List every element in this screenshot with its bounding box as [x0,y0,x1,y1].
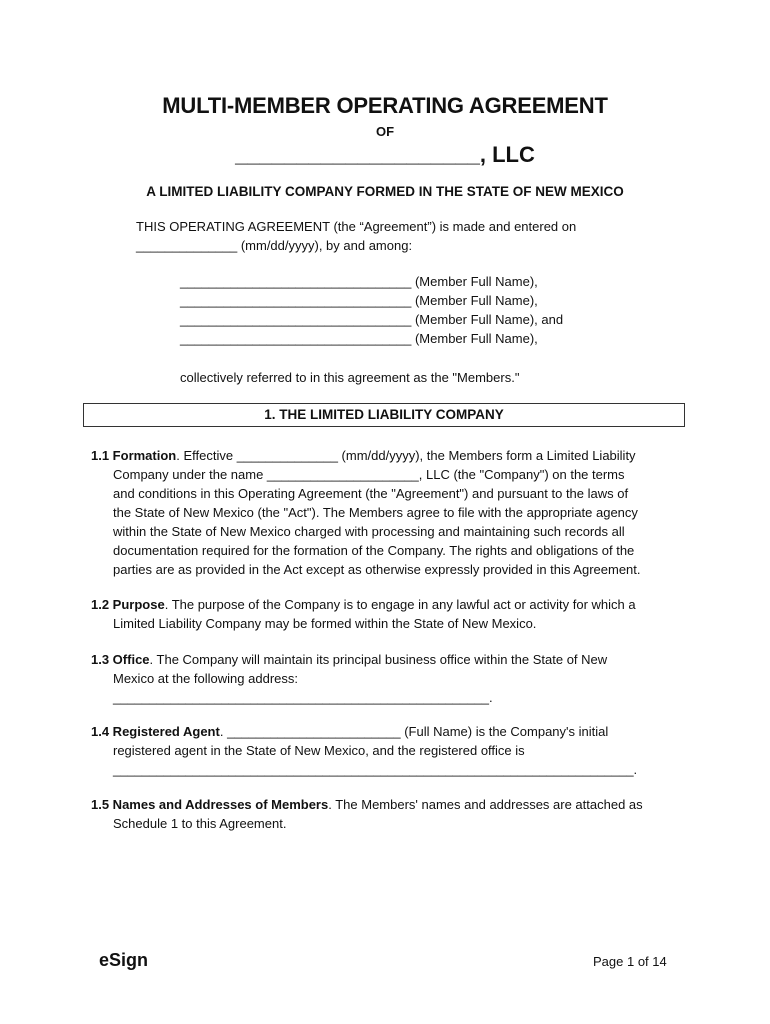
clause-line: ____________________________________________________. [113,690,493,705]
clause-line: and conditions in this Operating Agreement (the "Agreement") and pursuant to the laws of [113,486,629,501]
clause-label: 1.5 Names and Addresses of Members [91,797,329,812]
member-line: ________________________________ (Member Full Name), [180,293,538,308]
clause-registered-agent [91,722,691,779]
collective-statement: collectively referred to in this agreement as the "Members." [180,370,520,385]
clause-text: . The Members' names and addresses are attached as [328,797,643,812]
esign-logo: eSign [99,950,149,970]
intro-paragraph [136,217,576,255]
page-number: Page 1 of 14 [593,954,667,969]
section-heading: 1. THE LIMITED LIABILITY COMPANY [264,407,504,422]
clause-purpose [91,595,691,633]
section-heading-box [83,403,685,427]
clause-text: . Effective ______________ (mm/dd/yyyy), the Members form a Limited Liability [176,448,636,463]
clause-line: Mexico at the following address: [113,671,298,686]
clause-text: . The Company will maintain its principal business office within the State of New [149,652,608,667]
member-line: ________________________________ (Member Full Name), and [180,312,564,327]
clause-line: ________________________________________________________________________. [113,762,638,777]
clause-member-addresses [91,795,691,833]
formation-subtitle: A LIMITED LIABILITY COMPANY FORMED IN THE STATE OF NEW MEXICO [146,184,624,199]
member-line: ________________________________ (Member Full Name), [180,274,538,289]
clause-line: Schedule 1 to this Agreement. [113,816,287,831]
clause-line: Company under the name _____________________, LLC (the "Company") on the terms [113,467,625,482]
document-title: MULTI-MEMBER OPERATING AGREEMENT [162,93,608,118]
intro-line-1: THIS OPERATING AGREEMENT (the “Agreement”) is made and entered on [136,219,577,234]
llc-name-line: ____________________, LLC [235,142,535,167]
clause-text: . ________________________ (Full Name) is the Company's initial [219,724,609,739]
clause-text: . The purpose of the Company is to engage in any lawful act or activity for which a [164,597,636,612]
member-line: ________________________________ (Member Full Name), [180,331,538,346]
clause-line: registered agent in the State of New Mexico, and the registered office is [113,743,525,758]
clause-line: documentation required for the formation of the Company. The rights and obligations of the [113,543,635,558]
title-of: OF [375,124,395,139]
clause-label: 1.4 Registered Agent [91,724,220,739]
clause-formation [91,446,691,579]
clause-label: 1.3 Office [91,652,150,667]
clause-office [91,650,691,707]
intro-line-2: ______________ (mm/dd/yyyy), by and among: [136,238,413,253]
clause-line: Limited Liability Company may be formed within the State of New Mexico. [113,616,537,631]
clause-line: the State of New Mexico (the "Act"). The Members agree to file with the appropriate agency [113,505,638,520]
clause-line: within the State of New Mexico charged with processing and maintaining such records all [113,524,625,539]
clause-label: 1.2 Purpose [91,597,165,612]
clause-label: 1.1 Formation [91,448,177,463]
clause-line: parties are as provided in the Act except as otherwise expressly provided in this Agreement. [113,562,641,577]
